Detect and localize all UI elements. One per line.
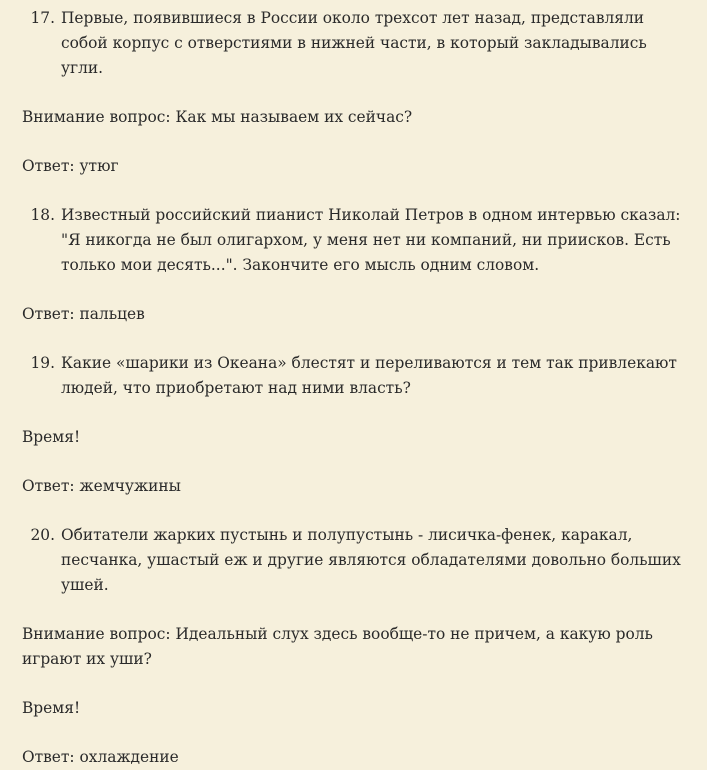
question-number: 18. (30, 206, 55, 224)
prompt-paragraph: Внимание вопрос: Идеальный слух здесь вообще-то не причем, а какую роль играют их уши? (22, 625, 653, 668)
question-text: Известный российский пианист Николай Петров в одном интервью сказал: "Я никогда не был олигархом, у меня нет ни компаний, ни приисков. Есть только мои десять...". Закончите его мысль одним словом. (61, 206, 681, 274)
question-number: 17. (30, 9, 55, 27)
question-20 (22, 523, 692, 598)
question-number: 20. (30, 526, 55, 544)
question-text: Обитатели жарких пустынь и полупустынь - лисичка-фенек, каракал, песчанка, ушастый еж и другие являются обладателями довольно больших ушей. (61, 526, 681, 594)
question-text: Какие «шарики из Океана» блестят и переливаются и тем так привлекают людей, что приобретают над ними власть? (61, 354, 677, 397)
question-18 (22, 203, 692, 278)
answer-paragraph: Ответ: пальцев (22, 305, 145, 323)
question-17 (22, 6, 692, 81)
time-paragraph: Время! (22, 699, 81, 717)
question-text: Первые, появившиеся в России около трехсот лет назад, представляли собой корпус с отверстиями в нижней части, в который закладывались угли. (61, 9, 647, 77)
question-number: 19. (30, 354, 55, 372)
document-body (22, 6, 692, 770)
answer-paragraph: Ответ: охлаждение (22, 748, 179, 766)
question-19 (22, 351, 692, 401)
answer-paragraph: Ответ: жемчужины (22, 477, 181, 495)
time-paragraph: Время! (22, 428, 81, 446)
answer-paragraph: Ответ: утюг (22, 157, 119, 175)
prompt-paragraph: Внимание вопрос: Как мы называем их сейчас? (22, 108, 413, 126)
